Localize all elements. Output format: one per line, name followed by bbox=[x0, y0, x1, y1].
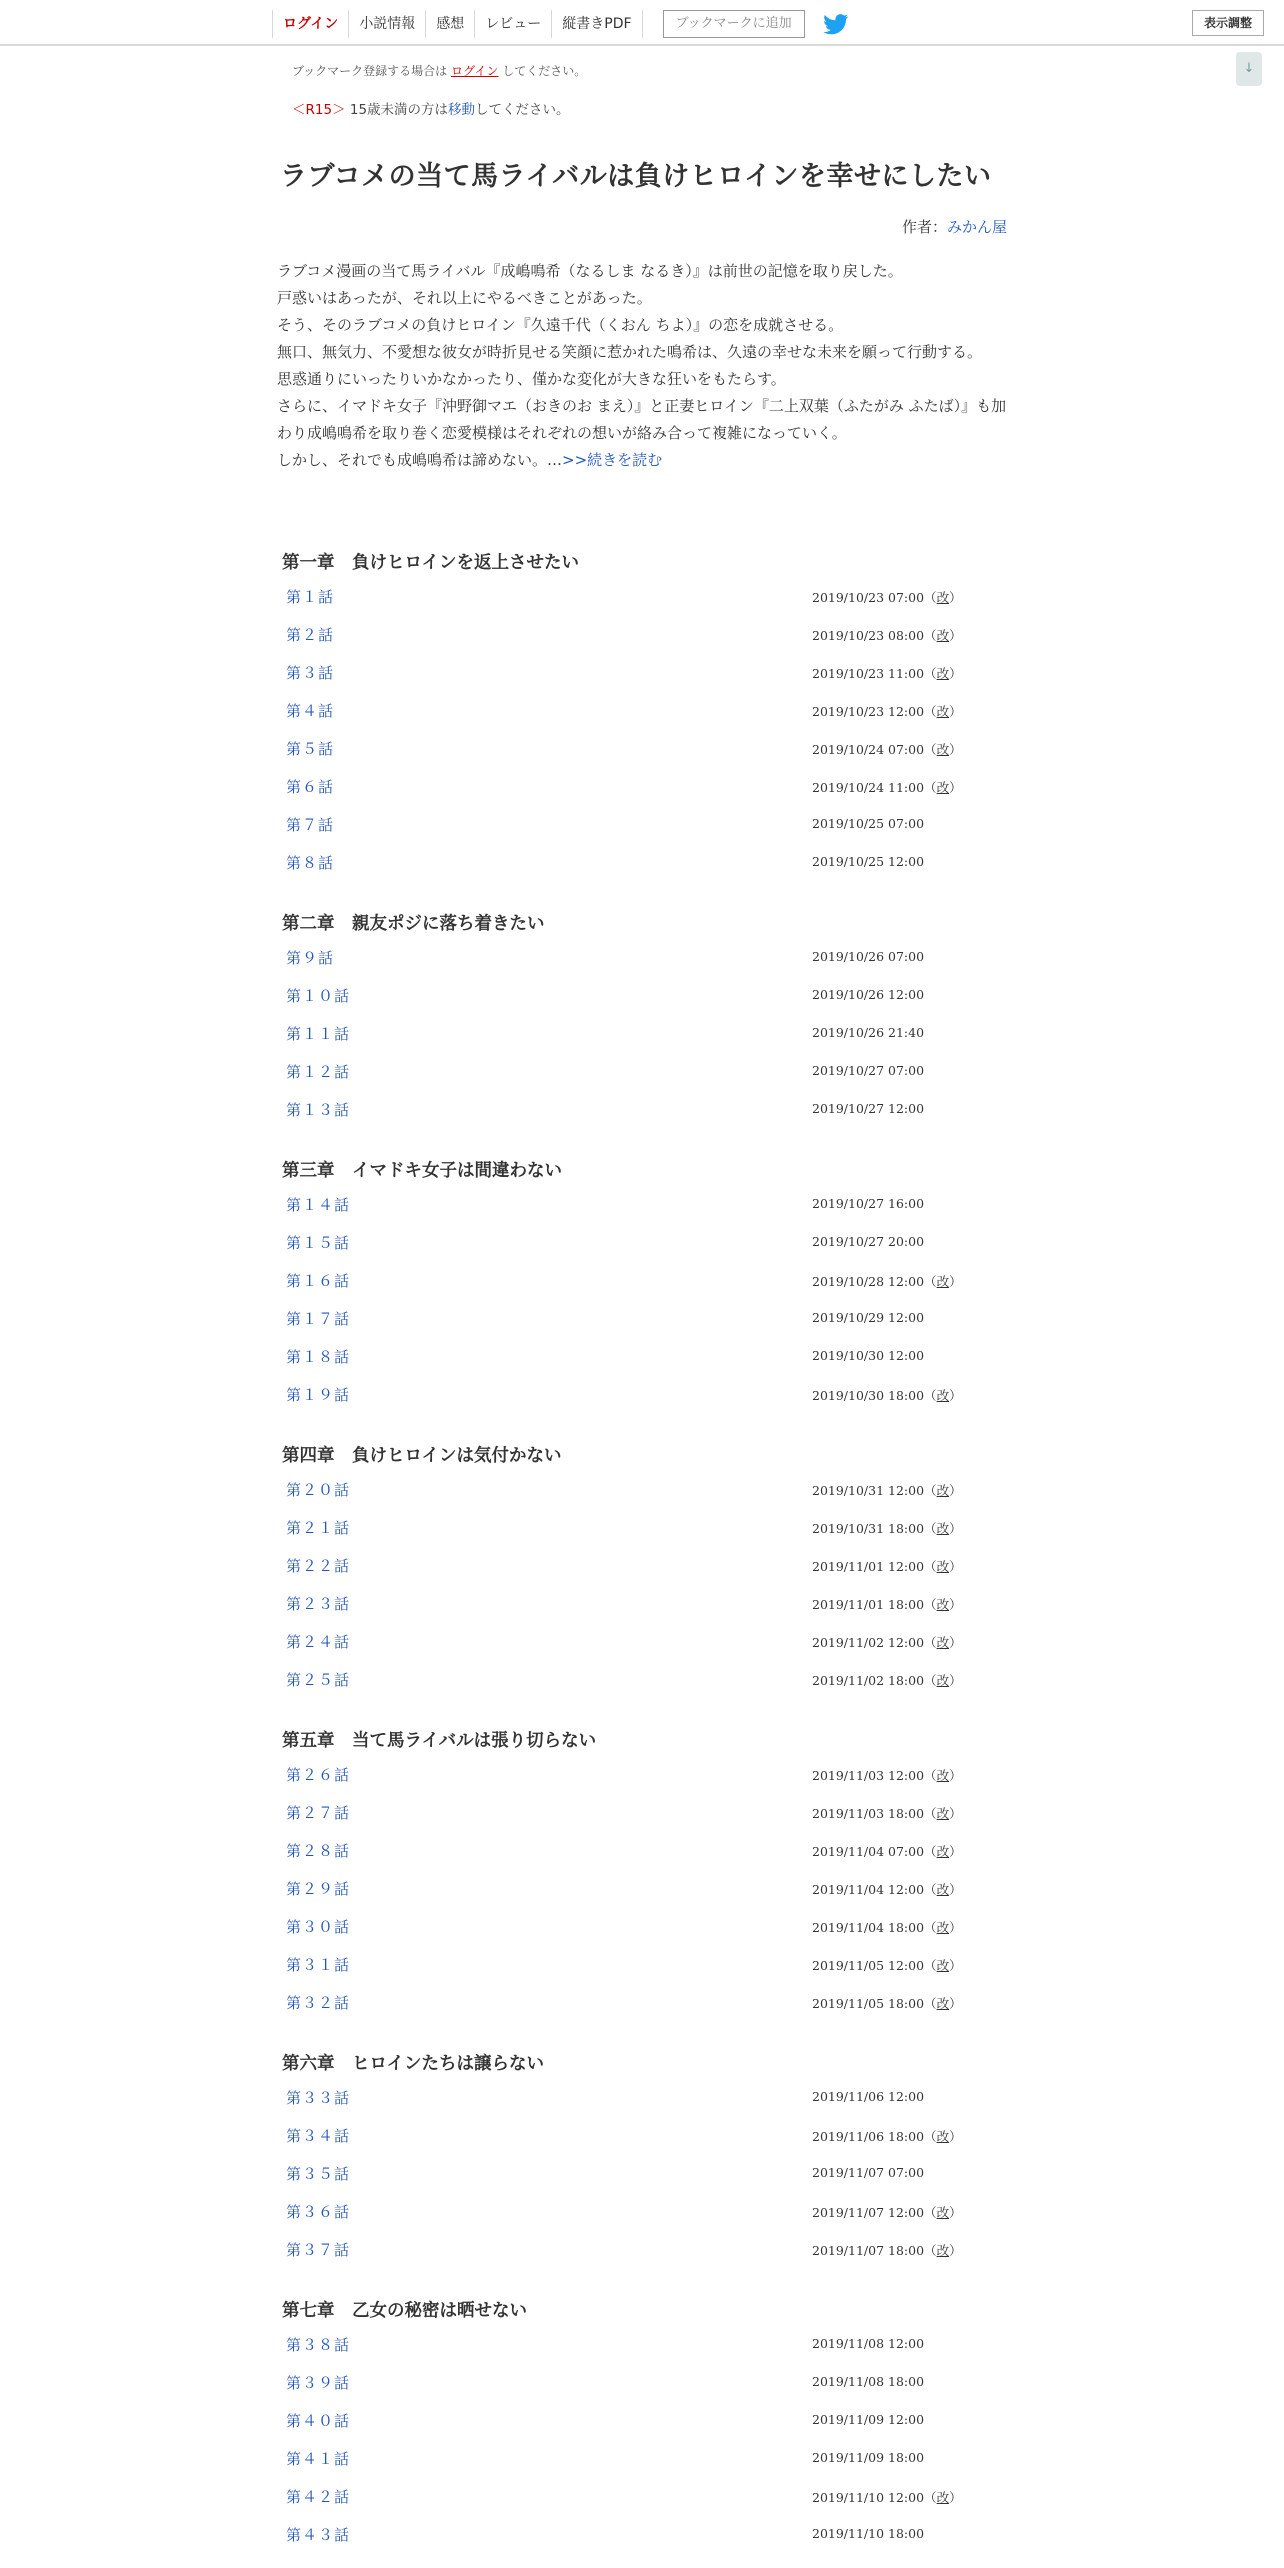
episode-link[interactable]: 第３８話 bbox=[286, 2336, 351, 2354]
episode-row bbox=[282, 806, 1002, 844]
episode-date: 2019/11/04 18:00（改） bbox=[812, 1920, 962, 1935]
episode-date: 2019/10/23 08:00（改） bbox=[812, 628, 962, 643]
episode-date: 2019/11/07 12:00（改） bbox=[812, 2205, 962, 2220]
episode-link[interactable]: 第３１話 bbox=[286, 1956, 351, 1974]
episode-date: 2019/10/23 12:00（改） bbox=[812, 704, 962, 719]
episode-link[interactable]: 第１３話 bbox=[286, 1101, 351, 1119]
episode-link[interactable]: 第３０話 bbox=[286, 1918, 351, 1936]
episode-link[interactable]: 第２３話 bbox=[286, 1595, 351, 1613]
episode-row bbox=[282, 2326, 1002, 2364]
episode-date: 2019/10/23 07:00（改） bbox=[812, 590, 962, 605]
novel-synopsis bbox=[277, 258, 1007, 474]
revision-link[interactable]: 改 bbox=[936, 1806, 950, 1821]
top-nav-menu bbox=[272, 10, 849, 38]
revision-link[interactable]: 改 bbox=[936, 1521, 950, 1536]
episode-link[interactable]: 第２０話 bbox=[286, 1481, 351, 1499]
revision-link[interactable]: 改 bbox=[936, 1882, 950, 1897]
episode-row bbox=[282, 2440, 1002, 2478]
episode-link[interactable]: 第３４話 bbox=[286, 2127, 351, 2145]
episode-date: 2019/11/05 12:00（改） bbox=[812, 1958, 962, 1973]
episode-row bbox=[282, 2364, 1002, 2402]
episode-date: 2019/10/30 18:00（改） bbox=[812, 1388, 962, 1403]
revision-link[interactable]: 改 bbox=[936, 1996, 950, 2011]
episode-date-text: 2019/11/07 18:00 bbox=[812, 2243, 925, 2258]
episode-date bbox=[812, 2165, 924, 2180]
episode-row bbox=[282, 1946, 1002, 1984]
episode-link[interactable]: 第１１話 bbox=[286, 1025, 351, 1043]
episode-row bbox=[282, 977, 1002, 1015]
episode-date-text: 2019/11/02 18:00 bbox=[812, 1673, 925, 1688]
episode-link[interactable]: 第１９話 bbox=[286, 1386, 351, 1404]
episode-row bbox=[282, 1585, 1002, 1623]
twitter-bird-icon[interactable] bbox=[823, 13, 849, 35]
episode-date-text: 2019/11/09 18:00 bbox=[812, 2450, 925, 2465]
episode-date: 2019/10/23 11:00（改） bbox=[812, 666, 962, 681]
chapter-title: 第六章 ヒロインたちは譲らない bbox=[282, 2054, 544, 2074]
revision-link[interactable]: 改 bbox=[936, 1768, 950, 1783]
episode-row bbox=[282, 1091, 1002, 1129]
episode-row bbox=[282, 2516, 1002, 2554]
episode-date: 2019/11/03 12:00（改） bbox=[812, 1768, 962, 1783]
r15-badge: ＜R15＞ bbox=[292, 102, 346, 118]
episode-link[interactable]: 第３９話 bbox=[286, 2374, 351, 2392]
novel-title: ラブコメの当て馬ライバルは負けヒロインを幸せにしたい bbox=[280, 161, 992, 192]
episode-date: 2019/10/24 07:00（改） bbox=[812, 742, 962, 757]
episode-date bbox=[812, 1063, 924, 1078]
episode-row bbox=[282, 1262, 1002, 1300]
episode-date-text: 2019/10/23 12:00 bbox=[812, 704, 925, 719]
episode-row bbox=[282, 939, 1002, 977]
episode-date bbox=[812, 1348, 924, 1363]
episode-row bbox=[282, 2478, 1002, 2516]
revision-link[interactable]: 改 bbox=[936, 1844, 950, 1859]
episode-date-text: 2019/11/07 12:00 bbox=[812, 2205, 925, 2220]
revision-link[interactable]: 改 bbox=[936, 1274, 950, 1289]
episode-date bbox=[812, 2450, 924, 2465]
synopsis-line: 無口、無気力、不愛想な彼女が時折見せる笑顔に惹かれた鳴希は、久遠の幸せな未来を願って行動する。 bbox=[277, 343, 983, 361]
synopsis-line: 戸惑いはあったが、それ以上にやるべきことがあった。 bbox=[277, 289, 652, 307]
episode-link[interactable]: 第４話 bbox=[286, 702, 335, 720]
episode-row bbox=[282, 1338, 1002, 1376]
episode-row bbox=[282, 1661, 1002, 1699]
episode-date-text: 2019/10/26 07:00 bbox=[812, 949, 925, 964]
episode-date: 2019/11/01 12:00（改） bbox=[812, 1559, 962, 1574]
episode-row bbox=[282, 1471, 1002, 1509]
episode-date bbox=[812, 949, 924, 964]
revision-link[interactable]: 改 bbox=[936, 628, 950, 643]
notice-prefix: ブックマーク登録する場合は bbox=[292, 64, 448, 78]
nav-vertical-pdf-link[interactable]: 縦書きPDF bbox=[551, 10, 642, 38]
episode-date-text: 2019/11/04 12:00 bbox=[812, 1882, 925, 1897]
episode-date-text: 2019/10/26 12:00 bbox=[812, 987, 925, 1002]
episode-date-text: 2019/10/23 08:00 bbox=[812, 628, 925, 643]
episode-date-text: 2019/11/05 12:00 bbox=[812, 1958, 925, 1973]
episode-link[interactable]: 第４３話 bbox=[286, 2526, 351, 2544]
bookmark-login-notice bbox=[292, 62, 586, 79]
episode-date bbox=[812, 816, 924, 831]
episode-date bbox=[812, 1196, 924, 1211]
chapter-index bbox=[282, 548, 1002, 2554]
episode-row bbox=[282, 768, 1002, 806]
episode-date bbox=[812, 1310, 924, 1325]
episode-link[interactable]: 第７話 bbox=[286, 816, 335, 834]
episode-date bbox=[812, 854, 924, 869]
episode-date: 2019/11/04 07:00（改） bbox=[812, 1844, 962, 1859]
r15-notice bbox=[292, 98, 570, 118]
episode-row bbox=[282, 2155, 1002, 2193]
episode-date-text: 2019/11/10 18:00 bbox=[812, 2526, 925, 2541]
chapter-title: 第五章 当て馬ライバルは張り切らない bbox=[282, 1731, 597, 1751]
episode-row bbox=[282, 2079, 1002, 2117]
episode-link[interactable]: 第３２話 bbox=[286, 1994, 351, 2012]
episode-row bbox=[282, 1870, 1002, 1908]
episode-date bbox=[812, 2526, 924, 2541]
synopsis-last-text: しかし、それでも成嶋鳴希は諦めない。… bbox=[277, 451, 563, 469]
episode-row bbox=[282, 1376, 1002, 1414]
episode-row bbox=[282, 654, 1002, 692]
episode-date-text: 2019/11/04 18:00 bbox=[812, 1920, 925, 1935]
episode-link[interactable]: 第１８話 bbox=[286, 1348, 351, 1366]
episode-date: 2019/11/10 12:00（改） bbox=[812, 2490, 962, 2505]
episode-link[interactable]: 第６話 bbox=[286, 778, 335, 796]
episode-date-text: 2019/11/05 18:00 bbox=[812, 1996, 925, 2011]
episode-link[interactable]: 第３３話 bbox=[286, 2089, 351, 2107]
nav-login-link[interactable]: ログイン bbox=[272, 10, 348, 38]
episode-date-text: 2019/11/01 18:00 bbox=[812, 1597, 925, 1612]
episode-row bbox=[282, 1015, 1002, 1053]
episode-date-text: 2019/11/08 18:00 bbox=[812, 2374, 925, 2389]
episode-link[interactable]: 第１０話 bbox=[286, 987, 351, 1005]
episode-link[interactable]: 第３６話 bbox=[286, 2203, 351, 2221]
episode-link[interactable]: 第９話 bbox=[286, 949, 335, 967]
episode-date-text: 2019/10/27 20:00 bbox=[812, 1234, 925, 1249]
display-settings-button[interactable]: 表示調整 bbox=[1192, 10, 1264, 36]
episode-link[interactable]: 第２４話 bbox=[286, 1633, 351, 1651]
top-navigation-bar bbox=[0, 0, 1284, 46]
notice-suffix: してください。 bbox=[502, 64, 587, 78]
revision-link[interactable]: 改 bbox=[936, 1388, 950, 1403]
episode-link[interactable]: 第４１話 bbox=[286, 2450, 351, 2468]
episode-date-text: 2019/11/03 12:00 bbox=[812, 1768, 925, 1783]
revision-link[interactable]: 改 bbox=[936, 666, 950, 681]
episode-date-text: 2019/10/29 12:00 bbox=[812, 1310, 925, 1325]
episode-date bbox=[812, 2412, 924, 2427]
episode-date: 2019/11/06 18:00（改） bbox=[812, 2129, 962, 2144]
episode-link[interactable]: 第２７話 bbox=[286, 1804, 351, 1822]
episode-date: 2019/11/02 12:00（改） bbox=[812, 1635, 962, 1650]
episode-date-text: 2019/10/28 12:00 bbox=[812, 1274, 925, 1289]
revision-link[interactable]: 改 bbox=[936, 2129, 950, 2144]
episode-link[interactable]: 第４０話 bbox=[286, 2412, 351, 2430]
episode-row bbox=[282, 1300, 1002, 1338]
synopsis-line: わり成嶋鳴希を取り巻く恋愛模様はそれぞれの想いが絡み合って複雑になっていく。 bbox=[277, 424, 847, 442]
episode-link[interactable]: 第１５話 bbox=[286, 1234, 351, 1252]
episode-row bbox=[282, 730, 1002, 768]
chapter-title: 第一章 負けヒロインを返上させたい bbox=[282, 553, 579, 573]
r15-prefix: 15歳未満の方は bbox=[349, 102, 449, 118]
episode-date: 2019/11/02 18:00（改） bbox=[812, 1673, 962, 1688]
episode-row bbox=[282, 1509, 1002, 1547]
episode-link[interactable]: 第２５話 bbox=[286, 1671, 351, 1689]
episode-row bbox=[282, 1984, 1002, 2022]
notice-login-link[interactable]: ログイン bbox=[451, 64, 499, 78]
author-link[interactable]: みかん屋 bbox=[946, 218, 1007, 236]
revision-link[interactable]: 改 bbox=[936, 2490, 950, 2505]
revision-link[interactable]: 改 bbox=[936, 1597, 950, 1612]
episode-date-text: 2019/11/06 12:00 bbox=[812, 2089, 925, 2104]
episode-date bbox=[812, 1101, 924, 1116]
revision-link[interactable]: 改 bbox=[936, 1483, 950, 1498]
revision-link[interactable]: 改 bbox=[936, 704, 950, 719]
episode-date-text: 2019/10/27 07:00 bbox=[812, 1063, 925, 1078]
episode-date bbox=[812, 2336, 924, 2351]
episode-link[interactable]: 第２８話 bbox=[286, 1842, 351, 1860]
episode-date: 2019/11/01 18:00（改） bbox=[812, 1597, 962, 1612]
episode-date bbox=[812, 1234, 924, 1249]
nav-novel-info-link[interactable]: 小説情報 bbox=[348, 10, 425, 38]
episode-date-text: 2019/10/25 12:00 bbox=[812, 854, 925, 869]
episode-date bbox=[812, 1025, 924, 1040]
episode-row bbox=[282, 2193, 1002, 2231]
episode-date-text: 2019/11/01 12:00 bbox=[812, 1559, 925, 1574]
episode-date-text: 2019/10/27 16:00 bbox=[812, 1196, 925, 1211]
episode-link[interactable]: 第５話 bbox=[286, 740, 335, 758]
episode-row bbox=[282, 1224, 1002, 1262]
synopsis-line: 思惑通りにいったりいかなかったり、僅かな変化が大きな狂いをもたらす。 bbox=[277, 370, 786, 388]
episode-date-text: 2019/11/06 18:00 bbox=[812, 2129, 925, 2144]
episode-link[interactable]: 第８話 bbox=[286, 854, 335, 872]
episode-date-text: 2019/11/08 12:00 bbox=[812, 2336, 925, 2351]
episode-link[interactable]: 第２２話 bbox=[286, 1557, 351, 1575]
episode-date-text: 2019/10/31 18:00 bbox=[812, 1521, 925, 1536]
episode-row bbox=[282, 1832, 1002, 1870]
episode-date-text: 2019/11/02 12:00 bbox=[812, 1635, 925, 1650]
episode-date: 2019/10/31 12:00（改） bbox=[812, 1483, 962, 1498]
episode-date bbox=[812, 987, 924, 1002]
episode-date-text: 2019/10/23 07:00 bbox=[812, 590, 925, 605]
episode-date: 2019/11/07 18:00（改） bbox=[812, 2243, 962, 2258]
episode-date-text: 2019/10/24 07:00 bbox=[812, 742, 925, 757]
episode-link[interactable]: 第３話 bbox=[286, 664, 335, 682]
episode-date-text: 2019/10/23 11:00 bbox=[812, 666, 925, 681]
episode-date-text: 2019/11/10 12:00 bbox=[812, 2490, 925, 2505]
episode-date bbox=[812, 2089, 924, 2104]
episode-link[interactable]: 第１２話 bbox=[286, 1063, 351, 1081]
episode-date: 2019/11/04 12:00（改） bbox=[812, 1882, 962, 1897]
episode-date-text: 2019/10/25 07:00 bbox=[812, 816, 925, 831]
episode-date-text: 2019/10/30 12:00 bbox=[812, 1348, 925, 1363]
scroll-down-button[interactable]: ↓ bbox=[1236, 52, 1262, 86]
nav-review-link[interactable]: レビュー bbox=[474, 10, 551, 38]
episode-row bbox=[282, 1186, 1002, 1224]
revision-link[interactable]: 改 bbox=[936, 2243, 950, 2258]
episode-date-text: 2019/11/07 07:00 bbox=[812, 2165, 925, 2180]
synopsis-last-line bbox=[277, 447, 1007, 474]
episode-row bbox=[282, 1053, 1002, 1091]
episode-link[interactable]: 第１４話 bbox=[286, 1196, 351, 1214]
episode-row bbox=[282, 2117, 1002, 2155]
episode-row bbox=[282, 2402, 1002, 2440]
nav-impressions-link[interactable]: 感想 bbox=[425, 10, 474, 38]
episode-link[interactable]: 第２９話 bbox=[286, 1880, 351, 1898]
episode-date-text: 2019/10/26 21:40 bbox=[812, 1025, 925, 1040]
revision-link[interactable]: 改 bbox=[936, 780, 950, 795]
episode-link[interactable]: 第３５話 bbox=[286, 2165, 351, 2183]
episode-link[interactable]: 第１６話 bbox=[286, 1272, 351, 1290]
episode-row bbox=[282, 844, 1002, 882]
episode-row bbox=[282, 692, 1002, 730]
episode-row bbox=[282, 1623, 1002, 1661]
episode-date: 2019/11/03 18:00（改） bbox=[812, 1806, 962, 1821]
episode-date-text: 2019/10/27 12:00 bbox=[812, 1101, 925, 1116]
episode-row bbox=[282, 1547, 1002, 1585]
revision-link[interactable]: 改 bbox=[936, 1920, 950, 1935]
revision-link[interactable]: 改 bbox=[936, 1559, 950, 1574]
r15-move-link[interactable]: 移動 bbox=[448, 102, 476, 118]
episode-row bbox=[282, 578, 1002, 616]
author-label: 作者： bbox=[901, 218, 947, 236]
synopsis-line: そう、そのラブコメの負けヒロイン『久遠千代（くおん ちよ）』の恋を成就させる。 bbox=[277, 316, 844, 334]
episode-date: 2019/10/31 18:00（改） bbox=[812, 1521, 962, 1536]
episode-date-text: 2019/11/03 18:00 bbox=[812, 1806, 925, 1821]
author-line bbox=[902, 216, 1007, 237]
revision-link[interactable]: 改 bbox=[936, 1673, 950, 1688]
chapter-title: 第二章 親友ポジに落ち着きたい bbox=[282, 914, 545, 934]
r15-suffix: してください。 bbox=[475, 102, 570, 118]
episode-row bbox=[282, 1794, 1002, 1832]
revision-link[interactable]: 改 bbox=[936, 742, 950, 757]
episode-row bbox=[282, 616, 1002, 654]
synopsis-line: さらに、イマドキ女子『沖野御マエ（おきのお まえ）』と正妻ヒロイン『二上双葉（ふたがみ ふたば）』も加 bbox=[277, 397, 1007, 415]
chapter-title: 第七章 乙女の秘密は晒せない bbox=[282, 2301, 527, 2321]
read-more-link[interactable]: >>続きを読む bbox=[562, 451, 663, 469]
add-bookmark-button[interactable]: ブックマークに追加 bbox=[663, 10, 805, 38]
episode-date-text: 2019/10/24 11:00 bbox=[812, 780, 925, 795]
episode-date-text: 2019/11/09 12:00 bbox=[812, 2412, 925, 2427]
episode-link[interactable]: 第１７話 bbox=[286, 1310, 351, 1328]
episode-date: 2019/10/24 11:00（改） bbox=[812, 780, 962, 795]
episode-date: 2019/11/05 18:00（改） bbox=[812, 1996, 962, 2011]
revision-link[interactable]: 改 bbox=[936, 1635, 950, 1650]
episode-link[interactable]: 第４２話 bbox=[286, 2488, 351, 2506]
episode-link[interactable]: 第１話 bbox=[286, 588, 335, 606]
synopsis-line: ラブコメ漫画の当て馬ライバル『成嶋鳴希（なるしま なるき）』は前世の記憶を取り戻した。 bbox=[277, 262, 903, 280]
episode-link[interactable]: 第２１話 bbox=[286, 1519, 351, 1537]
episode-date-text: 2019/10/30 18:00 bbox=[812, 1388, 925, 1403]
revision-link[interactable]: 改 bbox=[936, 1958, 950, 1973]
episode-link[interactable]: 第２話 bbox=[286, 626, 335, 644]
episode-date-text: 2019/11/04 07:00 bbox=[812, 1844, 925, 1859]
chapter-title: 第四章 負けヒロインは気付かない bbox=[282, 1446, 562, 1466]
revision-link[interactable]: 改 bbox=[936, 2205, 950, 2220]
episode-link[interactable]: 第２６話 bbox=[286, 1766, 351, 1784]
revision-link[interactable]: 改 bbox=[936, 590, 950, 605]
episode-row bbox=[282, 2231, 1002, 2269]
episode-date bbox=[812, 2374, 924, 2389]
episode-row bbox=[282, 1756, 1002, 1794]
episode-date-text: 2019/10/31 12:00 bbox=[812, 1483, 925, 1498]
episode-date: 2019/10/28 12:00（改） bbox=[812, 1274, 962, 1289]
episode-row bbox=[282, 1908, 1002, 1946]
episode-link[interactable]: 第３７話 bbox=[286, 2241, 351, 2259]
chapter-title: 第三章 イマドキ女子は間違わない bbox=[282, 1161, 562, 1181]
